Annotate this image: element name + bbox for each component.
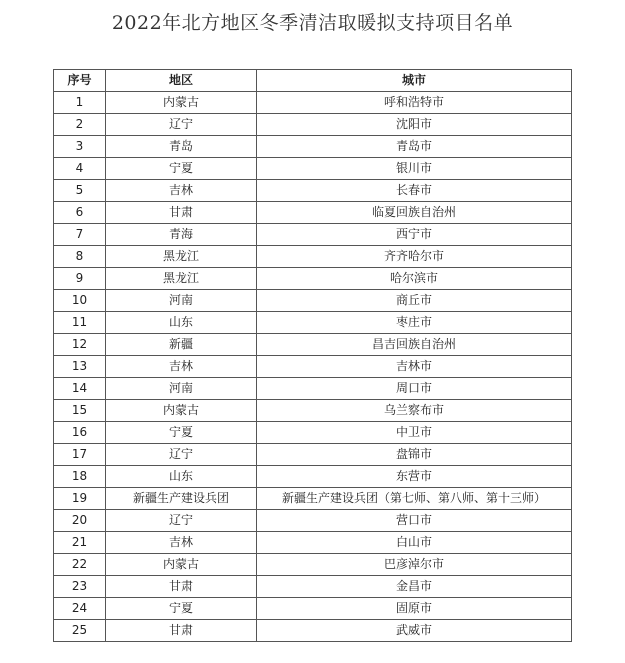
table-row	[54, 224, 572, 246]
table-row	[54, 290, 572, 312]
cell-city: 齐齐哈尔市	[257, 246, 572, 268]
cell-region: 内蒙古	[106, 554, 257, 576]
cell-region: 吉林	[106, 356, 257, 378]
cell-region: 吉林	[106, 532, 257, 554]
cell-region: 青海	[106, 224, 257, 246]
cell-city: 乌兰察布市	[257, 400, 572, 422]
header-cell-region: 地区	[106, 70, 257, 92]
cell-city: 巴彦淖尔市	[257, 554, 572, 576]
cell-index: 15	[54, 400, 106, 422]
cell-region: 辽宁	[106, 114, 257, 136]
table-row	[54, 576, 572, 598]
table-row	[54, 246, 572, 268]
cell-index: 11	[54, 312, 106, 334]
table-row	[54, 334, 572, 356]
table-row	[54, 136, 572, 158]
cell-city: 盘锦市	[257, 444, 572, 466]
cell-region: 辽宁	[106, 444, 257, 466]
table-row	[54, 356, 572, 378]
table-row	[54, 532, 572, 554]
table-body	[54, 92, 572, 642]
cell-region: 新疆	[106, 334, 257, 356]
header-cell-city: 城市	[257, 70, 572, 92]
cell-region: 黑龙江	[106, 246, 257, 268]
cell-region: 甘肃	[106, 620, 257, 642]
cell-region: 甘肃	[106, 576, 257, 598]
table-row	[54, 444, 572, 466]
cell-city: 青岛市	[257, 136, 572, 158]
cell-index: 25	[54, 620, 106, 642]
cell-index: 13	[54, 356, 106, 378]
cell-city: 枣庄市	[257, 312, 572, 334]
cell-city: 周口市	[257, 378, 572, 400]
table-header	[54, 70, 572, 92]
page-title: 2022年北方地区冬季清洁取暖拟支持项目名单	[111, 12, 514, 34]
cell-region: 宁夏	[106, 422, 257, 444]
cell-region: 新疆生产建设兵团	[106, 488, 257, 510]
table-row	[54, 554, 572, 576]
cell-index: 12	[54, 334, 106, 356]
cell-region: 宁夏	[106, 598, 257, 620]
cell-region: 河南	[106, 290, 257, 312]
cell-city: 金昌市	[257, 576, 572, 598]
cell-city: 西宁市	[257, 224, 572, 246]
cell-region: 河南	[106, 378, 257, 400]
table-row	[54, 466, 572, 488]
cell-city: 银川市	[257, 158, 572, 180]
cell-region: 山东	[106, 466, 257, 488]
cell-city: 长春市	[257, 180, 572, 202]
table-row	[54, 378, 572, 400]
cell-city: 固原市	[257, 598, 572, 620]
cell-region: 吉林	[106, 180, 257, 202]
cell-city: 东营市	[257, 466, 572, 488]
project-list-table	[53, 69, 572, 642]
cell-index: 3	[54, 136, 106, 158]
cell-index: 16	[54, 422, 106, 444]
cell-index: 20	[54, 510, 106, 532]
cell-index: 6	[54, 202, 106, 224]
cell-index: 9	[54, 268, 106, 290]
table-row	[54, 422, 572, 444]
table-row	[54, 488, 572, 510]
cell-index: 8	[54, 246, 106, 268]
cell-index: 19	[54, 488, 106, 510]
header-cell-index: 序号	[54, 70, 106, 92]
cell-index: 21	[54, 532, 106, 554]
cell-region: 内蒙古	[106, 92, 257, 114]
cell-region: 黑龙江	[106, 268, 257, 290]
cell-city: 中卫市	[257, 422, 572, 444]
cell-index: 1	[54, 92, 106, 114]
cell-city: 白山市	[257, 532, 572, 554]
cell-region: 山东	[106, 312, 257, 334]
cell-region: 青岛	[106, 136, 257, 158]
cell-index: 18	[54, 466, 106, 488]
cell-index: 22	[54, 554, 106, 576]
header-row	[54, 70, 572, 92]
cell-city: 昌吉回族自治州	[257, 334, 572, 356]
cell-city: 吉林市	[257, 356, 572, 378]
table-row	[54, 158, 572, 180]
table-row	[54, 510, 572, 532]
table-row	[54, 92, 572, 114]
table-row	[54, 312, 572, 334]
cell-city: 营口市	[257, 510, 572, 532]
cell-index: 7	[54, 224, 106, 246]
cell-region: 内蒙古	[106, 400, 257, 422]
cell-index: 2	[54, 114, 106, 136]
table-row	[54, 180, 572, 202]
table-row	[54, 114, 572, 136]
cell-index: 14	[54, 378, 106, 400]
cell-city: 哈尔滨市	[257, 268, 572, 290]
cell-region: 辽宁	[106, 510, 257, 532]
cell-city: 新疆生产建设兵团（第七师、第八师、第十三师）	[257, 488, 572, 510]
table-row	[54, 400, 572, 422]
cell-index: 23	[54, 576, 106, 598]
cell-city: 沈阳市	[257, 114, 572, 136]
cell-city: 武威市	[257, 620, 572, 642]
cell-city: 临夏回族自治州	[257, 202, 572, 224]
cell-region: 甘肃	[106, 202, 257, 224]
table-row	[54, 202, 572, 224]
table-row	[54, 620, 572, 642]
table-row	[54, 598, 572, 620]
cell-index: 4	[54, 158, 106, 180]
cell-city: 商丘市	[257, 290, 572, 312]
cell-index: 24	[54, 598, 106, 620]
table-row	[54, 268, 572, 290]
cell-index: 10	[54, 290, 106, 312]
cell-index: 17	[54, 444, 106, 466]
cell-region: 宁夏	[106, 158, 257, 180]
cell-city: 呼和浩特市	[257, 92, 572, 114]
cell-index: 5	[54, 180, 106, 202]
